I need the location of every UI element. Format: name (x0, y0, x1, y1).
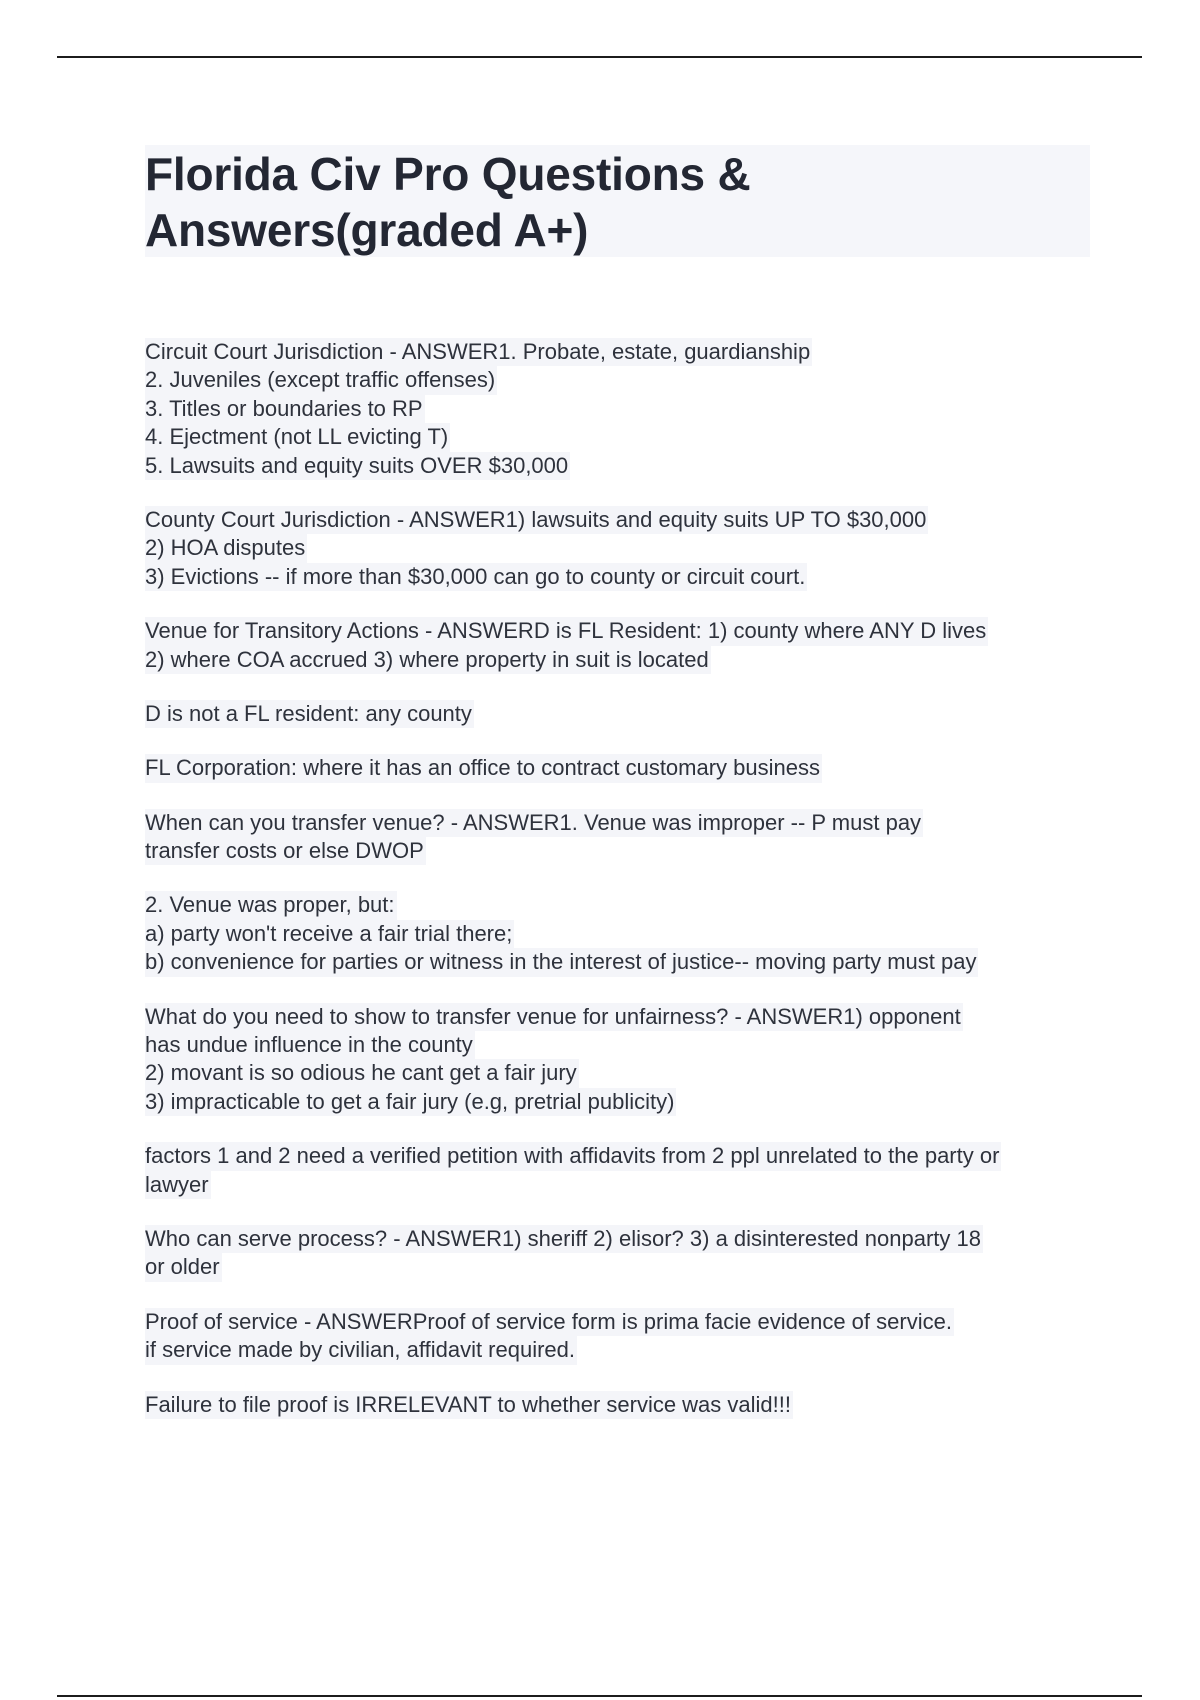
text-line: or older (145, 1253, 222, 1281)
text-line: Proof of service - ANSWERProof of service form is prima facie evidence of service. (145, 1308, 954, 1336)
qa-paragraph (145, 1391, 1095, 1419)
qa-paragraph (145, 754, 1095, 782)
text-line: 2. Juveniles (except traffic offenses) (145, 366, 497, 394)
qa-paragraph (145, 809, 1095, 866)
page-title (145, 146, 1085, 258)
text-line: if service made by civilian, affidavit required. (145, 1336, 577, 1364)
title-line-2: Answers(graded A+) (145, 204, 589, 256)
text-line: 4. Ejectment (not LL evicting T) (145, 423, 450, 451)
text-line: Venue for Transitory Actions - ANSWERD is FL Resident: 1) county where ANY D lives (145, 617, 988, 645)
qa-paragraph (145, 1308, 1095, 1365)
top-rule (57, 56, 1142, 58)
text-line: lawyer (145, 1171, 211, 1199)
text-line: D is not a FL resident: any county (145, 700, 474, 728)
qa-paragraph (145, 891, 1095, 976)
text-line: 2) where COA accrued 3) where property in suit is located (145, 646, 711, 674)
text-line: 2) HOA disputes (145, 534, 307, 562)
text-line: transfer costs or else DWOP (145, 837, 426, 865)
text-line: 3. Titles or boundaries to RP (145, 395, 425, 423)
qa-paragraph (145, 338, 1095, 480)
text-line: 2) movant is so odious he cant get a fair jury (145, 1059, 579, 1087)
qa-paragraph (145, 1142, 1095, 1199)
text-line: What do you need to show to transfer venue for unfairness? - ANSWER1) opponent (145, 1003, 963, 1031)
qa-paragraph (145, 506, 1095, 591)
qa-paragraph (145, 1003, 1095, 1117)
text-line: a) party won't receive a fair trial there; (145, 920, 514, 948)
text-line: Failure to file proof is IRRELEVANT to whether service was valid!!! (145, 1391, 793, 1419)
text-line: 3) impracticable to get a fair jury (e.g, pretrial publicity) (145, 1088, 676, 1116)
qa-paragraph (145, 617, 1095, 674)
title-line-1: Florida Civ Pro Questions & (145, 148, 751, 200)
qa-paragraph (145, 700, 1095, 728)
text-line: FL Corporation: where it has an office to contract customary business (145, 754, 822, 782)
text-line: County Court Jurisdiction - ANSWER1) lawsuits and equity suits UP TO $30,000 (145, 506, 928, 534)
document-body (145, 338, 1095, 1445)
text-line: 3) Evictions -- if more than $30,000 can go to county or circuit court. (145, 563, 807, 591)
text-line: 5. Lawsuits and equity suits OVER $30,000 (145, 452, 570, 480)
qa-paragraph (145, 1225, 1095, 1282)
text-line: Circuit Court Jurisdiction - ANSWER1. Probate, estate, guardianship (145, 338, 812, 366)
text-line: b) convenience for parties or witness in the interest of justice-- moving party must pay (145, 948, 978, 976)
text-line: 2. Venue was proper, but: (145, 891, 397, 919)
text-line: Who can serve process? - ANSWER1) sheriff 2) elisor? 3) a disinterested nonparty 18 (145, 1225, 983, 1253)
text-line: has undue influence in the county (145, 1031, 475, 1059)
text-line: factors 1 and 2 need a verified petition with affidavits from 2 ppl unrelated to the party or (145, 1142, 1001, 1170)
text-line: When can you transfer venue? - ANSWER1. Venue was improper -- P must pay (145, 809, 923, 837)
bottom-rule (57, 1695, 1142, 1697)
